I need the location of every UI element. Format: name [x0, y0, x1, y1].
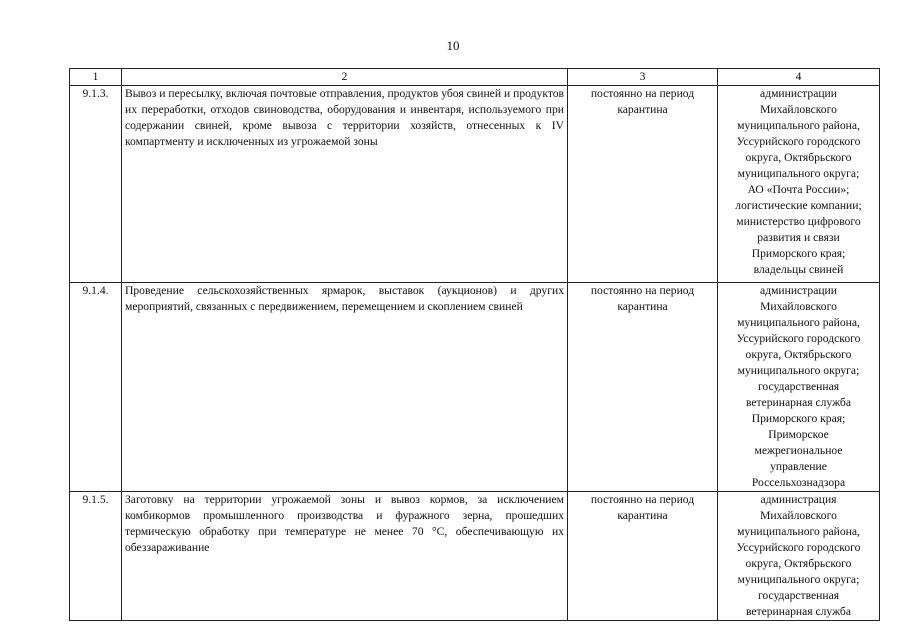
- header-cell-2: 2: [122, 69, 568, 86]
- responsible-line: Уссурийского городского: [736, 541, 861, 554]
- responsible-line: муниципального округа;: [737, 167, 860, 180]
- item-number: 9.1.4.: [70, 283, 122, 492]
- table-row: [70, 283, 880, 492]
- responsible-line: развития и связи: [757, 231, 840, 244]
- responsible-line: государственная: [757, 380, 840, 393]
- responsible-line: владельцы свиней: [753, 263, 844, 276]
- responsible-line: Михайловского: [760, 103, 837, 116]
- header-cell-1: 1: [70, 69, 122, 86]
- item-term: постоянно на период карантина: [568, 86, 718, 283]
- responsible-line: округа, Октябрьского: [745, 557, 852, 570]
- responsible-line: Россельхознадзора: [751, 476, 846, 489]
- responsible-line: ветеринарная служба: [746, 605, 851, 618]
- responsible-line: ветеринарная служба: [746, 396, 851, 409]
- item-responsible: [718, 492, 880, 621]
- responsible-line: управление: [770, 460, 827, 473]
- item-description: Вывоз и пересылку, включая почтовые отправления, продуктов убоя свиней и продуктов их переработки, отходов свиноводства, оборудования и инвентаря, используемого при содержании свиней, кроме вывоза с территории хозяйств, отнесенных к IV компартменту и исключенных из угрожаемой зоны: [122, 86, 568, 283]
- item-term: постоянно на период карантина: [568, 492, 718, 621]
- responsible-line: администрации: [760, 87, 837, 100]
- responsible-line: министерство цифрового: [736, 215, 861, 228]
- measures-table: [69, 68, 880, 621]
- responsible-line: Приморское: [768, 428, 829, 441]
- item-responsible: [718, 283, 880, 492]
- item-description: Заготовку на территории угрожаемой зоны и вывоз кормов, за исключением комбикормов промышленного производства и фуражного зерна, прошедших термическую обработку при температуре не менее 70 °С, обеспечивающую их обеззараживание: [122, 492, 568, 621]
- table-row: [70, 492, 880, 621]
- responsible-line: АО «Почта России»;: [747, 183, 850, 196]
- responsible-line: администрации: [760, 284, 837, 297]
- responsible-line: муниципального района,: [737, 316, 860, 329]
- responsible-line: государственная: [757, 589, 840, 602]
- responsible-line: Уссурийского городского: [736, 135, 861, 148]
- responsible-line: Приморского края;: [751, 412, 846, 425]
- table-row: [70, 86, 880, 283]
- responsible-line: Уссурийского городского: [736, 332, 861, 345]
- responsible-line: Приморского края;: [751, 247, 846, 260]
- item-number: 9.1.3.: [70, 86, 122, 283]
- responsible-line: администрация: [760, 493, 837, 506]
- responsible-line: Михайловского: [760, 509, 837, 522]
- responsible-line: муниципального округа;: [737, 364, 860, 377]
- item-number: 9.1.5.: [70, 492, 122, 621]
- responsible-line: межрегиональное: [754, 444, 843, 457]
- responsible-line: муниципального района,: [737, 525, 860, 538]
- responsible-line: муниципального района,: [737, 119, 860, 132]
- item-responsible: [718, 86, 880, 283]
- item-description: Проведение сельскохозяйственных ярмарок, выставок (аукционов) и других мероприятий, связанных с передвижением, перемещением и скоплением свиней: [122, 283, 568, 492]
- responsible-line: Михайловского: [760, 300, 837, 313]
- responsible-line: округа, Октябрьского: [745, 348, 852, 361]
- table-header-row: [70, 69, 880, 86]
- header-cell-4: 4: [718, 69, 880, 86]
- page-number: 10: [446, 38, 460, 53]
- header-cell-3: 3: [568, 69, 718, 86]
- responsible-line: муниципального округа;: [737, 573, 860, 586]
- item-term: постоянно на период карантина: [568, 283, 718, 492]
- responsible-line: логистические компании;: [735, 199, 862, 212]
- responsible-line: округа, Октябрьского: [745, 151, 852, 164]
